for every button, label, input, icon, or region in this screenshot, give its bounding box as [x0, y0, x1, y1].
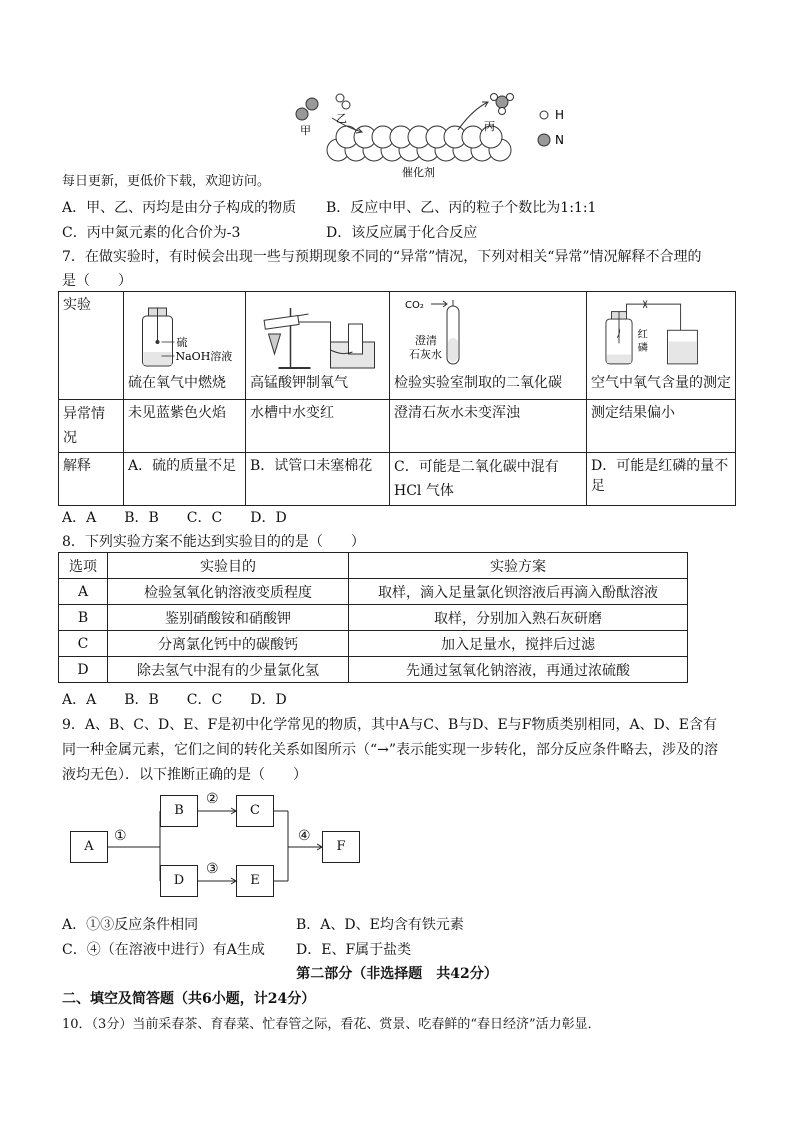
label-catalyst: 催化剂: [402, 166, 435, 179]
q7-row-label-abnormal: 异常情 况: [59, 400, 124, 453]
q7-title-4: 空气中氧气含量的测定: [591, 375, 731, 391]
table-row: C 分离氯化钙中的碳酸钙 加入足量水，搅拌后过滤: [59, 631, 688, 657]
node-d: D: [160, 865, 198, 897]
q7-col-4: [587, 292, 736, 400]
legend-h-icon: [540, 111, 548, 119]
label-lime-1: 澄清: [415, 334, 437, 347]
q7-abnormal-2: 水槽中水变红: [246, 400, 390, 453]
q7-col-2: [246, 292, 390, 400]
q7-col-3: [390, 292, 587, 400]
label-naoh: NaOH溶液: [175, 350, 233, 363]
q9-option-d: D．E、F属于盐类: [296, 942, 412, 958]
q6-option-d: D．该反应属于化合反应: [326, 225, 478, 241]
label-red-1: 红: [637, 328, 648, 341]
node-f: F: [322, 831, 360, 863]
q8-header-goal: 实验目的: [108, 553, 349, 579]
q7-col-1: [124, 292, 246, 400]
table-row: D 除去氢气中混有的少量氯化氢 先通过氢氧化钠溶液，再通过浓硫酸: [59, 657, 688, 683]
q7-stem-cont: 是（ ）: [62, 273, 132, 289]
section-title: 二、填空及简答题（共6小题，计24分）: [62, 991, 316, 1007]
q9-option-a: A．①③反应条件相同: [62, 917, 199, 933]
q9-option-b: B．A、D、E均含有铁元素: [296, 917, 464, 933]
q9-stem-cont-2: 液均无色）．以下推断正确的是（ ）: [62, 767, 307, 783]
legend-n-icon: [538, 134, 550, 146]
q8-header-plan: 实验方案: [349, 553, 688, 579]
q7-stem: 7．在做实验时，有时候会出现一些与预期现象不同的“异常”情况，下列对相关“异常”情况解释不合理的: [62, 249, 702, 265]
oxygen-content-figure: [591, 294, 731, 374]
q9-stem: 9．A、B、C、D、E、F是初中化学常见的物质，其中A与C、B与D、E与F物质类别相同，A、D、E含有: [62, 717, 717, 733]
q7-explain-1: A．硫的质量不足: [124, 453, 246, 506]
step-3-label: ③: [206, 861, 219, 877]
node-b: B: [160, 795, 198, 827]
node-e: E: [236, 865, 274, 897]
kmno4-apparatus-figure: [250, 294, 385, 374]
part2-title: 第二部分（非选择题 共42分）: [296, 966, 498, 982]
molecule-jia: [296, 98, 318, 120]
molecule-bing: [491, 94, 514, 115]
q8-answers: A．A B．B C．C D．D: [62, 692, 287, 708]
q10-stem: 10．（3分）当前采春茶、育春菜、忙春管之际，看花、赏景、吃春鲜的“春日经济”活力彰显．: [62, 1017, 601, 1032]
q7-row-label-exp: 实验: [59, 292, 124, 400]
q7-title-2: 高锰酸钾制氧气: [250, 375, 348, 391]
label-sulfur: 硫: [176, 336, 188, 349]
q7-table: [58, 291, 736, 506]
watermark-text: 每日更新，更低价下载，欢迎访问。: [62, 174, 271, 189]
q6-option-c: C．丙中氮元素的化合价为-3: [62, 225, 241, 241]
q7-abnormal-1: 未见蓝紫色火焰: [124, 400, 246, 453]
label-yi: 乙: [336, 112, 347, 125]
co2-test-figure: [394, 294, 582, 374]
q7-title-1: 硫在氧气中燃烧: [128, 375, 226, 391]
q7-explain-4: D．可能是红磷的量不足: [587, 453, 736, 506]
q7-explain-2: B．试管口未塞棉花: [246, 453, 390, 506]
q7-abnormal-3: 澄清石灰水未变浑浊: [390, 400, 587, 453]
node-c: C: [236, 795, 274, 827]
q7-answers: A．A B．B C．C D．D: [62, 510, 287, 526]
label-lime-2: 石灰水: [409, 348, 442, 361]
q8-stem: 8．下列实验方案不能达到实验目的的是（ ）: [62, 534, 365, 550]
molecule-yi: [336, 94, 350, 109]
q7-explain-3: C．可能是二氧化碳中混有 HCl 气体: [390, 453, 587, 506]
table-row: B 鉴别硝酸铵和硝酸钾 取样，分别加入熟石灰研磨: [59, 605, 688, 631]
node-a: A: [70, 831, 108, 863]
step-1-label: ①: [114, 828, 127, 844]
label-red-2: 磷: [637, 341, 648, 354]
q9-stem-cont-1: 同一种金属元素，它们之间的转化关系如图所示（“→”表示能实现一步转化，部分反应条件略去，涉及的溶: [62, 742, 719, 758]
q6-option-b: B．反应中甲、乙、丙的粒子个数比为1:1:1: [326, 200, 597, 216]
step-4-label: ④: [298, 828, 311, 844]
q7-abnormal-4: 测定结果偏小: [587, 400, 736, 453]
reaction-diagram: [290, 92, 580, 184]
label-jia: 甲: [300, 124, 311, 137]
q9-option-c: C．④（在溶液中进行）有A生成: [62, 942, 265, 958]
q8-header-option: 选项: [59, 553, 108, 579]
label-co2: CO₂: [405, 300, 424, 311]
table-row: A 检验氢氧化钠溶液变质程度 取样，滴入足量氯化钡溶液后再滴入酚酞溶液: [59, 579, 688, 605]
q7-title-3: 检验实验室制取的二氧化碳: [394, 375, 562, 391]
label-bing: 丙: [484, 120, 495, 133]
q6-option-a: A．甲、乙、丙均是由分子构成的物质: [62, 200, 297, 216]
legend-h-label: H: [555, 108, 565, 122]
sulfur-bottle-figure: [128, 294, 241, 374]
legend-n-label: N: [555, 133, 564, 147]
q8-table: [58, 552, 688, 683]
step-2-label: ②: [206, 791, 219, 807]
q7-row-label-explain: 解释: [59, 453, 124, 506]
